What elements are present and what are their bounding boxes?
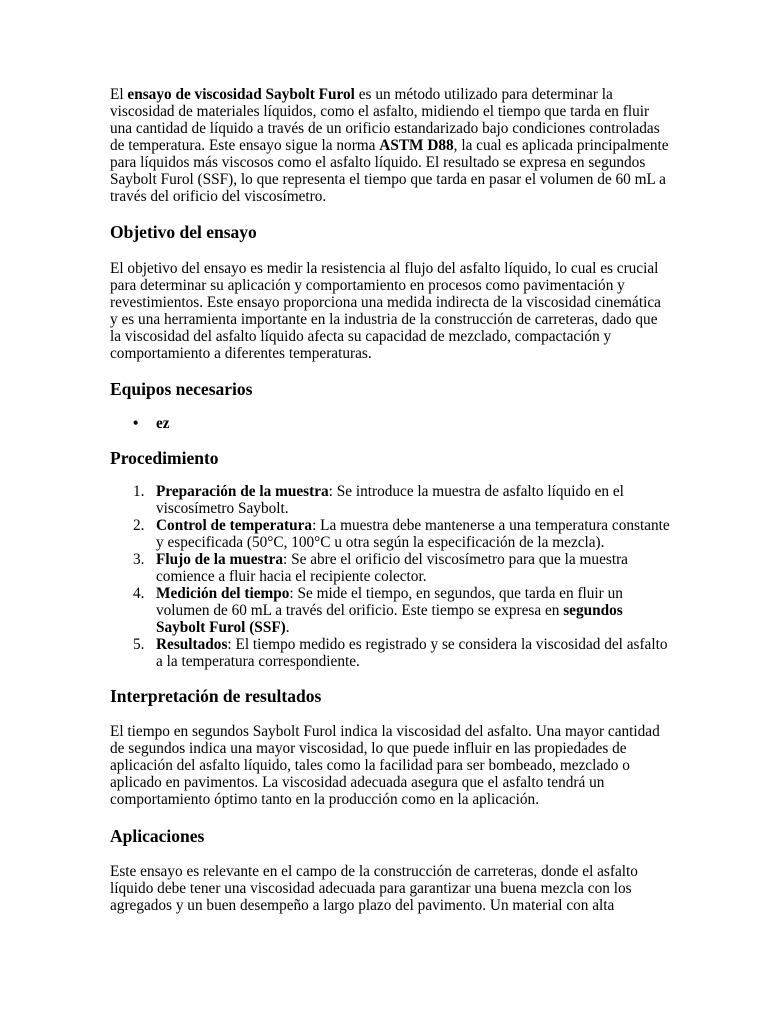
intro-text-1: El [110,86,128,103]
objetivo-paragraph: El objetivo del ensayo es medir la resistencia al flujo del asfalto líquido, lo cual es crucial para determinar su aplicación y comportamiento en procesos como pavimentación y revestimientos. Este ensayo proporciona una medida indirecta de la viscosidad cinemática y es una herramienta importante en la industria de la construcción de carreteras, dado que la viscosidad del asfalto líquido afecta su capacidad de mezclado, compactación y comportamiento a diferentes temperaturas. [110,260,661,362]
heading-equipos: Equipos necesarios [110,379,253,399]
intro-bold-standard: ASTM D88 [379,137,454,154]
intro-bold-test-name: ensayo de viscosidad Saybolt Furol [127,86,355,103]
heading-aplicaciones: Aplicaciones [110,826,205,846]
list-item [133,636,670,670]
step-text: : La muestra debe mantenerse a una temperatura constante y especificada (50°C, 100°C u otra según la especificación de la mezcla). [156,517,670,551]
step-text: : Se abre el orificio del viscosímetro para que la muestra comience a fluir hacia el recipiente colector. [156,551,628,585]
equipos-list [110,415,670,432]
list-item [133,415,670,432]
step-end: . [285,619,290,636]
aplicaciones-paragraph: Este ensayo es relevante en el campo de la construcción de carreteras, donde el asfalto líquido debe tener una viscosidad adecuada para garantizar una buena mezcla con los agregados y un buen desempeño a largo plazo del pavimento. Un material con alta [110,863,638,914]
list-item [133,551,670,585]
step-number: 3. [133,551,145,568]
procedimiento-list [110,483,670,670]
step-text: : El tiempo medido es registrado y se considera la viscosidad del asfalto a la temperatura correspondiente. [156,636,668,670]
step-text: : Se introduce la muestra de asfalto líquido en el viscosímetro Saybolt. [156,483,624,517]
step-label: Control de temperatura [156,517,313,534]
intro-text-3: , la cual es aplicada principalmente para líquidos más viscosos como el asfalto líquido. El resultado se expresa en segundos Saybolt Furol (SSF), lo que representa el tiempo que tarda en pasar el volumen de 60 mL a través del orificio del viscosímetro. [110,137,669,205]
bullet-icon: • [133,415,139,432]
step-number: 5. [133,636,145,653]
interpretacion-paragraph: El tiempo en segundos Saybolt Furol indica la viscosidad del asfalto. Una mayor cantidad de segundos indica una mayor viscosidad, lo que puede influir en las propiedades de aplicación del asfalto líquido, tales como la facilidad para ser bombeado, mezclado o aplicado en pavimentos. La viscosidad adecuada asegura que el asfalto tendrá un comportamiento óptimo tanto en la producción como en la aplicación. [110,723,660,808]
list-item [133,517,670,551]
heading-objetivo: Objetivo del ensayo [110,222,257,242]
intro-text-2: es un método utilizado para determinar la viscosidad de materiales líquidos, como el asfalto, midiendo el tiempo que tarda en fluir una cantidad de líquido a través de un orificio estandarizado bajo condiciones controladas de temperatura. Este ensayo sigue la norma [110,86,660,154]
intro-paragraph [110,86,670,205]
step-number: 2. [133,517,145,534]
step-number: 1. [133,483,145,500]
step-bold-unit: segundos Saybolt Furol (SSF) [156,602,623,636]
list-item [133,483,670,517]
step-label: Preparación de la muestra [156,483,329,500]
document-page [110,86,670,914]
list-item [133,585,670,636]
step-number: 4. [133,585,145,602]
equipos-item-label: ez [156,415,170,432]
step-label: Flujo de la muestra [156,551,284,568]
step-label: Medición del tiempo [156,585,290,602]
step-text: : Se mide el tiempo, en segundos, que tarda en fluir un volumen de 60 mL a través del orificio. Este tiempo se expresa en [156,585,623,619]
heading-interpretacion: Interpretación de resultados [110,686,322,706]
step-label: Resultados [156,636,228,653]
heading-procedimiento: Procedimiento [110,448,219,468]
